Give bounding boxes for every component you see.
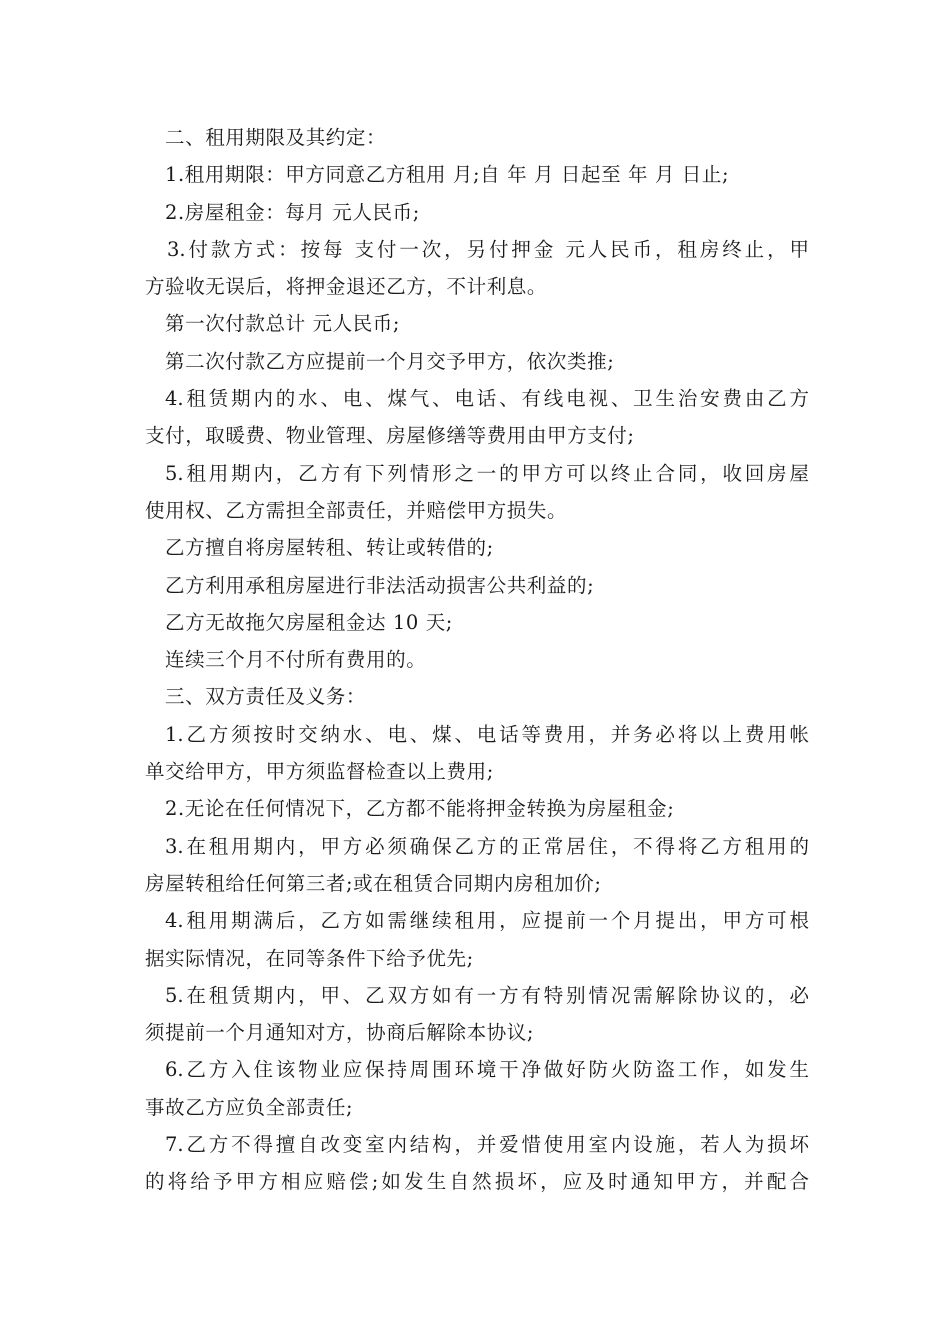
text-line: 二、租用期限及其约定： — [165, 126, 387, 149]
text-line: 2.房屋租金：每月 元人民币; — [165, 200, 420, 224]
text-line: 单交给甲方，甲方须监督检查以上费用; — [145, 760, 494, 784]
text-line: 方验收无误后，将押金退还乙方，不计利息。 — [145, 275, 548, 299]
text-line: 的将给予甲方相应赔偿;如发生自然损坏，应及时通知甲方，并配合 — [145, 1170, 809, 1194]
text-line: 第一次付款总计 元人民币; — [165, 312, 401, 336]
text-line: 第二次付款乙方应提前一个月交予甲方，依次类推; — [165, 349, 615, 373]
text-line: 1.租用期限：甲方同意乙方租用 月;自 年 月 日起至 年 月 日止; — [165, 163, 730, 187]
text-line: 3.付款方式：按每 支付一次，另付押金 元人民币，租房终止，甲 — [167, 237, 809, 261]
text-line: 2.无论在任何情况下，乙方都不能将押金转换为房屋租金; — [165, 797, 675, 821]
document-body — [145, 119, 809, 1201]
text-line: 1.乙方须按时交纳水、电、煤、电话等费用，并务必将以上费用帐 — [165, 722, 809, 746]
text-line: 3.在租用期内，甲方必须确保乙方的正常居住，不得将乙方租用的 — [165, 834, 809, 858]
text-line: 7.乙方不得擅自改变室内结构，并爱惜使用室内设施，若人为损坏 — [165, 1133, 809, 1157]
text-line: 连续三个月不付所有费用的。 — [165, 648, 427, 672]
text-line: 使用权、乙方需担全部责任，并赔偿甲方损失。 — [145, 498, 568, 522]
text-line: 6.乙方入住该物业应保持周围环境干净做好防火防盗工作，如发生 — [165, 1058, 809, 1082]
text-line: 乙方无故拖欠房屋租金达 10 天; — [165, 610, 453, 634]
text-line: 房屋转租给任何第三者;或在租赁合同期内房租加价; — [145, 871, 602, 895]
text-line: 须提前一个月通知对方，协商后解除本协议; — [145, 1021, 535, 1045]
text-line: 事故乙方应负全部责任; — [145, 1095, 354, 1119]
text-line: 5.租用期内，乙方有下列情形之一的甲方可以终止合同，收回房屋 — [165, 461, 809, 485]
text-line: 乙方擅自将房屋转租、转让或转借的; — [165, 536, 494, 560]
text-line: 支付，取暖费、物业管理、房屋修缮等费用由甲方支付; — [145, 424, 635, 448]
text-line: 三、双方责任及义务： — [165, 685, 367, 709]
text-line: 5.在租赁期内，甲、乙双方如有一方有特别情况需解除协议的，必 — [165, 983, 809, 1007]
text-line: 4.租用期满后，乙方如需继续租用，应提前一个月提出，甲方可根 — [165, 909, 809, 933]
text-line: 乙方利用承租房屋进行非法活动损害公共利益的; — [165, 573, 595, 597]
text-line: 据实际情况，在同等条件下给予优先; — [145, 946, 474, 970]
text-line: 4.租赁期内的水、电、煤气、电话、有线电视、卫生治安费由乙方 — [165, 387, 809, 411]
